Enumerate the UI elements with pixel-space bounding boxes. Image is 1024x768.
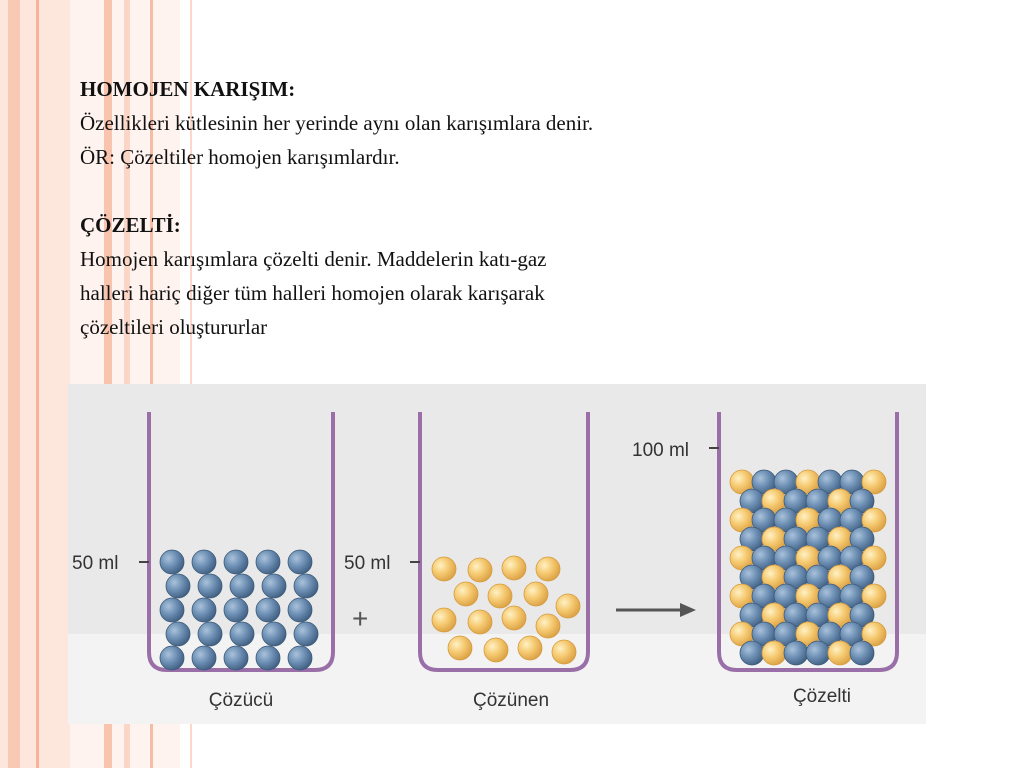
example-line: ÖR: Çözeltiler homojen karışımlardır. <box>80 145 400 169</box>
solute-particle <box>518 636 542 660</box>
diagram-svg <box>68 384 926 724</box>
solute-particle <box>536 557 560 581</box>
solute-particle <box>432 557 456 581</box>
plus-sign: + <box>352 603 369 634</box>
solvent-particle <box>166 622 190 646</box>
solvent-particle <box>160 550 184 574</box>
solvent-particle <box>288 598 312 622</box>
solute-particle <box>536 614 560 638</box>
paragraph-line-1: Homojen karışımlara çözelti denir. Maddelerin katı-gaz <box>80 247 547 271</box>
slide-text <box>80 72 800 344</box>
solvent-particle <box>850 641 874 665</box>
solute-particle <box>524 582 548 606</box>
solvent-particle <box>256 550 280 574</box>
solute-particle <box>468 558 492 582</box>
solute-particle <box>432 608 456 632</box>
solvent-particle <box>160 598 184 622</box>
solvent-particle <box>288 646 312 670</box>
solvent-particle <box>806 641 830 665</box>
particles <box>160 470 886 670</box>
solvent-particle <box>256 646 280 670</box>
solvent-particle <box>198 622 222 646</box>
solute-particle <box>502 556 526 580</box>
solvent-particle <box>166 574 190 598</box>
solvent-particle <box>192 646 216 670</box>
solute-particle <box>468 610 492 634</box>
solvent-particle <box>230 622 254 646</box>
solute-particle <box>828 641 852 665</box>
solvent-particle <box>224 646 248 670</box>
solvent-particle <box>160 646 184 670</box>
solvent-particle <box>262 574 286 598</box>
border-stripe <box>8 0 20 768</box>
solvent-particle <box>256 598 280 622</box>
beaker-label-1: Çözücü <box>208 690 274 711</box>
volume-label-1: 50 ml <box>72 553 119 574</box>
solvent-particle <box>740 641 764 665</box>
solute-particle <box>502 606 526 630</box>
solute-particle <box>762 641 786 665</box>
solute-particle <box>448 636 472 660</box>
solvent-particle <box>230 574 254 598</box>
solute-particle <box>454 582 478 606</box>
solvent-particle <box>288 550 312 574</box>
volume-label-3: 100 ml <box>632 440 690 461</box>
solution-diagram <box>68 384 926 724</box>
heading-homojen: HOMOJEN KARIŞIM: <box>80 77 296 101</box>
solvent-particle <box>784 641 808 665</box>
solute-particle <box>556 594 580 618</box>
arrow-head-icon <box>680 603 696 617</box>
solute-particle <box>488 584 512 608</box>
definition-line: Özellikleri kütlesinin her yerinde aynı olan karışımlara denir. <box>80 111 594 135</box>
solvent-particle <box>262 622 286 646</box>
solvent-particle <box>294 622 318 646</box>
solvent-particle <box>294 574 318 598</box>
border-stripe <box>36 0 39 768</box>
solvent-particle <box>192 598 216 622</box>
beaker-label-3: Çözelti <box>792 686 852 707</box>
solvent-particle <box>224 598 248 622</box>
solvent-particle <box>224 550 248 574</box>
solvent-particle <box>192 550 216 574</box>
paragraph-line-2: halleri hariç diğer tüm halleri homojen olarak karışarak <box>80 281 545 305</box>
solute-particle <box>484 638 508 662</box>
solvent-particle <box>198 574 222 598</box>
solute-particle <box>552 640 576 664</box>
heading-cozelti: ÇÖZELTİ: <box>80 213 181 237</box>
volume-label-2: 50 ml <box>344 553 391 574</box>
paragraph-line-3: çözeltileri oluştururlar <box>80 315 268 339</box>
beaker-label-2: Çözünen <box>472 690 550 711</box>
